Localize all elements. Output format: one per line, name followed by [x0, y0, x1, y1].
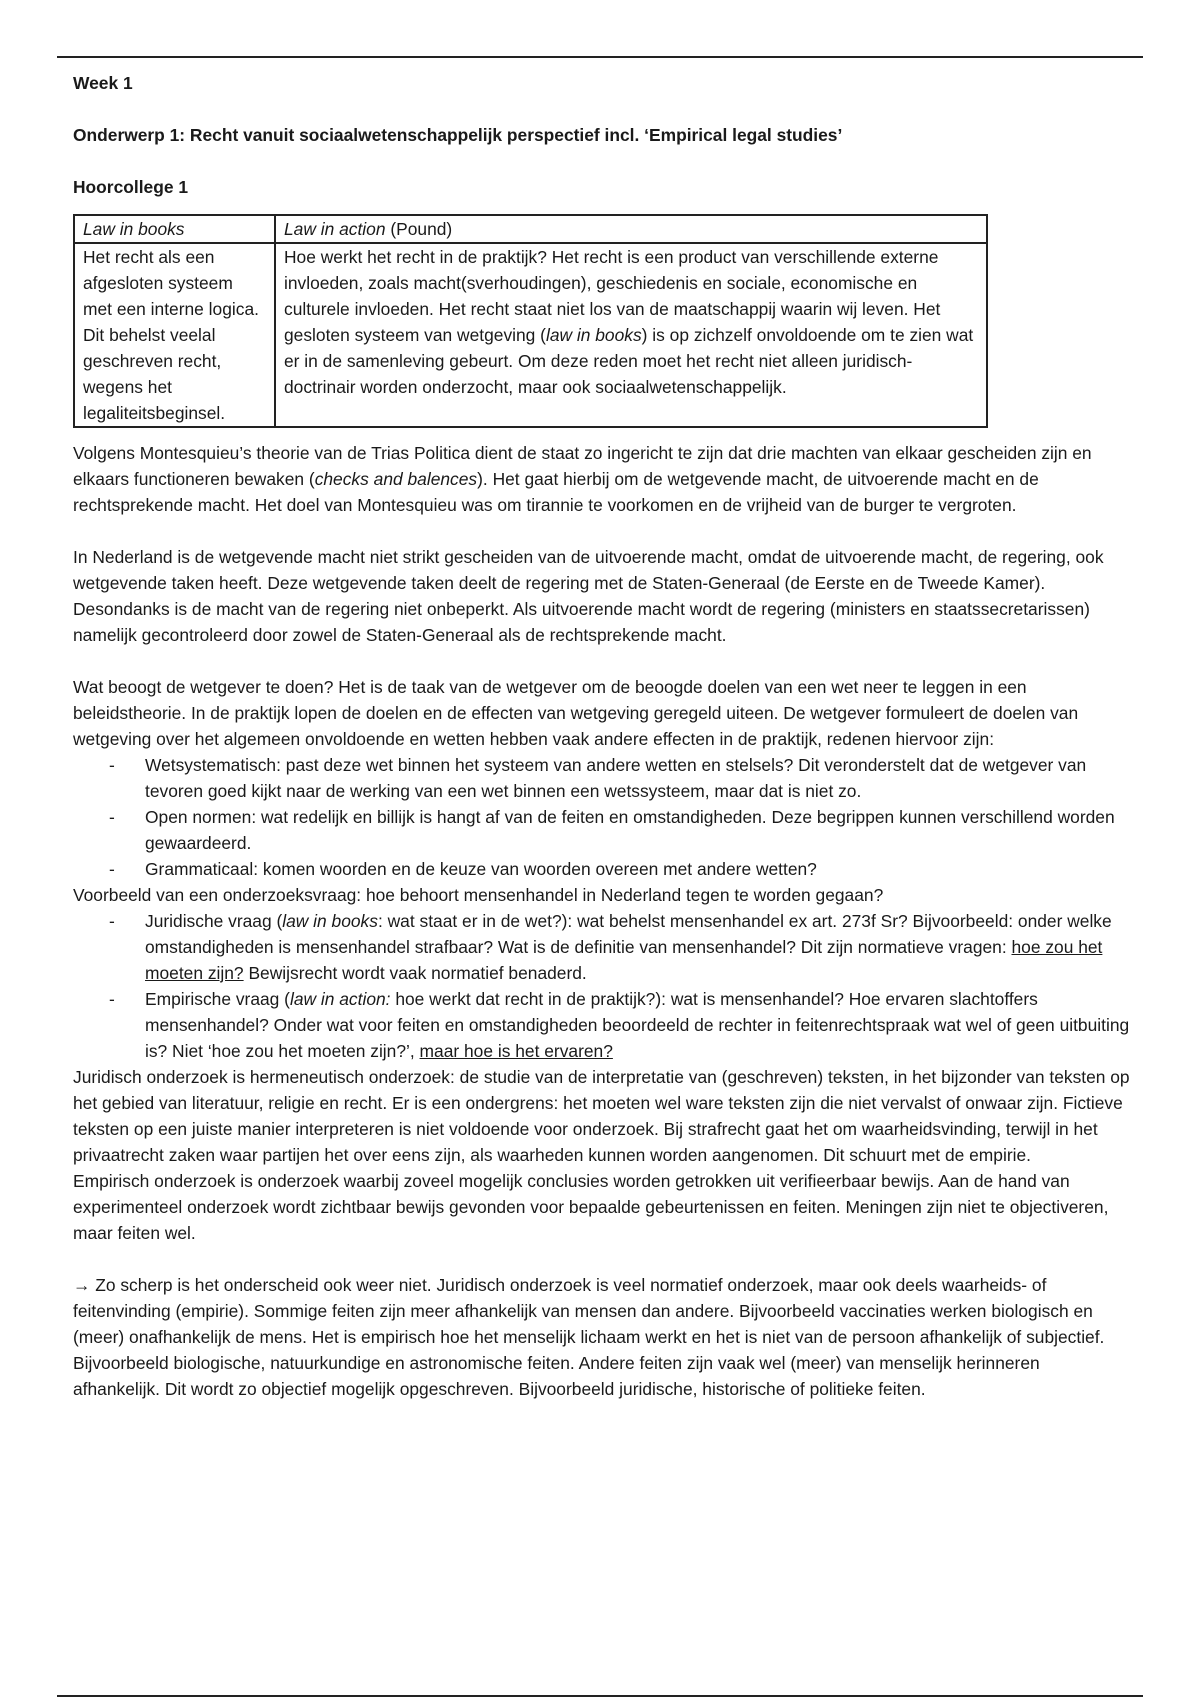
document-body [73, 70, 1131, 1402]
paragraph-juridisch-onderzoek: Juridisch onderzoek is hermeneutisch onderzoek: de studie van de interpretatie van (geschreven) teksten, in het bijzonder van teksten op het gebied van literatuur, religie en recht. Er is een ondergrens: het moeten wel ware teksten zijn die niet vervalst of onwaar zijn. Fictieve teksten op een juiste manier interpreteren is niet voldoende voor onderzoek. Bij strafrecht gaat het om waarheidsvinding, terwijl in het privaatrecht zaken waar partijen het over eens zijn, als waarheden kunnen worden aangenomen. Dit schuurt met de empirie. [73, 1067, 1130, 1165]
week-heading: Week 1 [73, 73, 133, 93]
paragraph-wetgever: Wat beoogt de wetgever te doen? Het is de taak van de wetgever om de beoogde doelen van een wet neer te leggen in een beleidstheorie. In de praktijk lopen de doelen en de effecten van wetgeving geregeld uiteen. De wetgever formuleert de doelen van wetgeving over het algemeen onvoldoende en wetten hebben vaak andere effecten in de praktijk, redenen hiervoor zijn: [73, 677, 1079, 749]
paragraph-onderscheid: → Zo scherp is het onderscheid ook weer niet. Juridisch onderzoek is veel normatief onderzoek, maar ook deels waarheids- of feitenvinding (empirie). Sommige feiten zijn meer afhankelijk van mensen dan andere. Bijvoorbeeld vaccinaties werken biologisch en (meer) onafhankelijk de mens. Het is empirisch hoe het menselijk lichaam werkt en het is niet van de persoon afhankelijk of subjectief. Bijvoorbeeld biologische, natuurkundige en astronomische feiten. Andere feiten zijn vaak wel (meer) van menselijk herinneren afhankelijk. Dit wordt zo objectief mogelijk opgeschreven. Bijvoorbeeld juridische, historische of politieke feiten. [73, 1275, 1105, 1399]
top-rule [57, 56, 1143, 58]
list-item: - Empirische vraag (law in action: hoe werkt dat recht in de praktijk?): wat is mensenhandel? Hoe ervaren slachtoffers mensenhandel? Onder wat voor feiten en omstandigheden beoordeeld de rechter in feitenrechtspraak wat wel of geen uitbuiting is? Niet ‘hoe zou het moeten zijn?’, maar hoe is het ervaren? [145, 986, 1131, 1064]
lecture-heading: Hoorcollege 1 [73, 177, 189, 197]
table-row [74, 215, 987, 243]
table-row [74, 243, 987, 427]
law-comparison-table [73, 214, 988, 428]
paragraph-empirisch-onderzoek: Empirisch onderzoek is onderzoek waarbij zoveel mogelijk conclusies worden getrokken uit verifieerbaar bewijs. Aan de hand van experimenteel onderzoek wordt zichtbaar bewijs gevonden voor bepaalde gebeurtenissen en feiten. Meningen zijn niet te objectiveren, maar feiten wel. [73, 1171, 1109, 1243]
table-header-law-in-books: Law in books [74, 215, 275, 243]
paragraph-nederland: In Nederland is de wetgevende macht niet strikt gescheiden van de uitvoerende macht, omdat de uitvoerende macht, de regering, ook wetgevende taken heeft. Deze wetgevende taken deelt de regering met de Staten-Generaal (de Eerste en de Tweede Kamer). Desondanks is de macht van de regering niet onbeperkt. Als uitvoerende macht wordt de regering (ministers en staatssecretarissen) namelijk gecontroleerd door zowel de Staten-Generaal als de rechtsprekende macht. [73, 547, 1104, 645]
reasons-list [73, 752, 1131, 882]
list-item: - Wetsystematisch: past deze wet binnen het systeem van andere wetten en stelsels? Dit veronderstelt dat de wetgever van tevoren goed kijkt naar de werking van een wet binnen een wetssysteem, maar dat is niet zo. [145, 752, 1131, 804]
list-item: - Juridische vraag (law in books: wat staat er in de wet?): wat behelst mensenhandel ex art. 273f Sr? Bijvoorbeeld: onder welke omstandigheden is mensenhandel strafbaar? Wat is de definitie van mensenhandel? Dit zijn normatieve vragen: hoe zou het moeten zijn? Bewijsrecht wordt vaak normatief benaderd. [145, 908, 1131, 986]
arrow-icon: → [73, 1275, 91, 1295]
questions-list [73, 908, 1131, 1064]
topic-heading: Onderwerp 1: Recht vanuit sociaalwetenschappelijk perspectief incl. ‘Empirical legal studies’ [73, 125, 843, 145]
paragraph-trias-politica: Volgens Montesquieu’s theorie van de Trias Politica dient de staat zo ingericht te zijn dat drie machten van elkaar gescheiden zijn en elkaars functioneren bewaken (checks and balences). Het gaat hierbij om de wetgevende macht, de uitvoerende macht en de rechtsprekende macht. Het doel van Montesquieu was om tirannie te voorkomen en de vrijheid van de burger te vergroten. [73, 443, 1092, 515]
bottom-rule [57, 1695, 1143, 1697]
paragraph-onderzoeksvraag: Voorbeeld van een onderzoeksvraag: hoe behoort mensenhandel in Nederland tegen te worden gegaan? [73, 885, 884, 905]
list-item: - Open normen: wat redelijk en billijk is hangt af van de feiten en omstandigheden. Deze begrippen kunnen verschillend worden gewaardeerd. [145, 804, 1131, 856]
table-cell-law-in-action: Hoe werkt het recht in de praktijk? Het recht is een product van verschillende externe invloeden, zoals macht(sverhoudingen), geschiedenis en sociale, economische en culturele invloeden. Het recht staat niet los van de maatschappij waarin wij leven. Het gesloten systeem van wetgeving (law in books) is op zichzelf onvoldoende om te zien wat er in de samenleving gebeurt. Om deze reden moet het recht niet alleen juridisch-doctrinair worden onderzocht, maar ook sociaalwetenschappelijk. [275, 243, 987, 427]
table-header-law-in-action: Law in action (Pound) [275, 215, 987, 243]
table-cell-law-in-books: Het recht als een afgesloten systeem met een interne logica. Dit behelst veelal geschreven recht, wegens het legaliteitsbeginsel. [74, 243, 275, 427]
list-item: - Grammaticaal: komen woorden en de keuze van woorden overeen met andere wetten? [145, 856, 1131, 882]
